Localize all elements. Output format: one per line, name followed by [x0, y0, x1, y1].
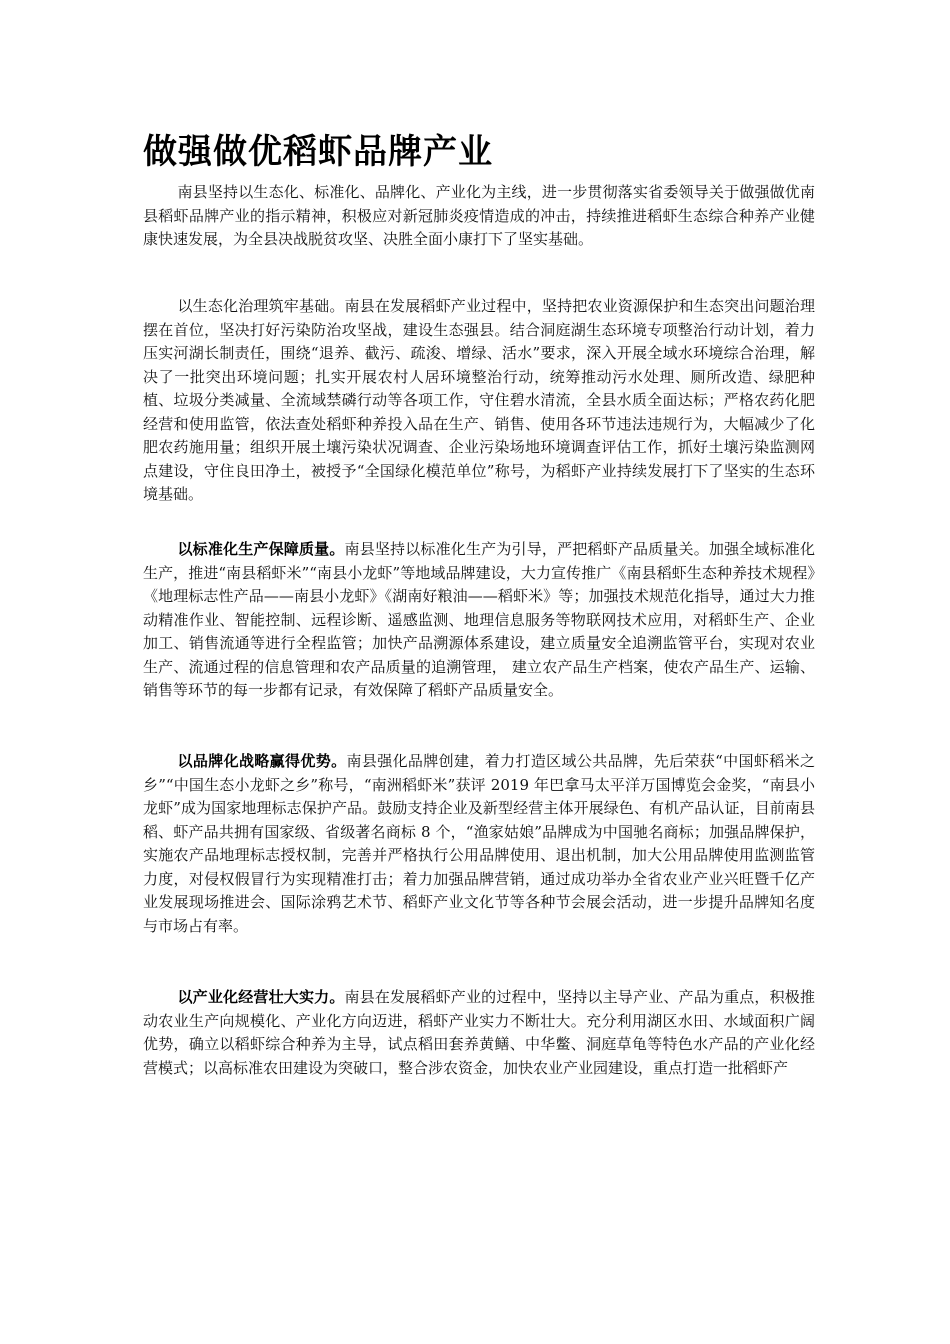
paragraph-ecology [143, 295, 815, 507]
paragraph-lead: 以品牌化战略赢得优势。 [177, 752, 347, 770]
paragraph-text: 南县强化品牌创建，着力打造区域公共品牌，先后荣获“中国虾稻米之乡”“中国生态小龙虾之乡”称号，“南洲稻虾米”获评 2019 年巴拿马太平洋万国博览会金奖，“南县小龙虾”成为国家地理标志保护产品。鼓励支持企业及新型经营主体开展绿色、有机产品认证，目前南县稻、虾产品共拥有国家级、省级著名商标 8 个，“渔家姑娘”品牌成为中国驰名商标；加强品牌保护，实施农产品地理标志授权制，完善并严格执行公用品牌使用、退出机制，加大公用品牌使用监测监管力度，对侵权假冒行为实现精准打击；着力加强品牌营销，通过成功举办全省农业产业兴旺暨千亿产业发展现场推进会、国际涂鸦艺术节、稻虾产业文化节等各种节会展会活动，进一步提升品牌知名度与市场占有率。 [143, 752, 815, 935]
paragraph-branding [143, 750, 815, 938]
paragraph-intro [143, 181, 815, 252]
paragraph-lead: 以标准化生产保障质量。 [177, 540, 345, 558]
paragraph-lead: 以产业化经营壮大实力。 [177, 988, 345, 1006]
paragraph-text: 南县坚持以生态化、标准化、品牌化、产业化为主线，进一步贯彻落实省委领导关于做强做优南县稻虾品牌产业的指示精神，积极应对新冠肺炎疫情造成的冲击，持续推进稻虾生态综合种养产业健康快速发展，为全县决战脱贫攻坚、决胜全面小康打下了坚实基础。 [143, 183, 815, 248]
paragraph-standardization [143, 538, 815, 703]
paragraph-text: 南县坚持以标准化生产为引导，严把稻虾产品质量关。加强全域标准化生产，推进“南县稻虾米”“南县小龙虾”等地域品牌建设，大力宣传推广《南县稻虾生态种养技术规程》《地理标志性产品——南县小龙虾》《湖南好粮油——稻虾米》等；加强技术规范化指导，通过大力推动精准作业、智能控制、远程诊断、遥感监测、地理信息服务等物联网技术应用，对稻虾生产、企业加工、销售流通等进行全程监管；加快产品溯源体系建设，建立质量安全追溯监管平台，实现对农业生产、流通过程的信息管理和农产品质量的追溯管理， 建立农产品生产档案，使农产品生产、运输、销售等环节的每一步都有记录，有效保障了稻虾产品质量安全。 [143, 540, 815, 699]
page-title: 做强做优稻虾品牌产业 [143, 132, 493, 172]
paragraph-text: 以生态化治理筑牢基础。南县在发展稻虾产业过程中，坚持把农业资源保护和生态突出问题治理摆在首位，坚决打好污染防治攻坚战，建设生态强县。结合洞庭湖生态环境专项整治行动计划，着力压实河湖长制责任，围绕“退养、截污、疏浚、增绿、活水”要求，深入开展全域水环境综合治理，解决了一批突出环境问题；扎实开展农村人居环境整治行动，统筹推动污水处理、厕所改造、绿肥种植、垃圾分类减量、全流域禁磷行动等各项工作，守住碧水清流，全县水质全面达标；严格农药化肥经营和使用监管，依法查处稻虾种养投入品在生产、销售、使用各环节违法违规行为，大幅减少了化肥农药施用量；组织开展土壤污染状况调查、企业污染场地环境调查评估工作，抓好土壤污染监测网点建设，守住良田净土，被授予“全国绿化模范单位”称号，为稻虾产业持续发展打下了坚实的生态环境基础。 [143, 297, 815, 503]
paragraph-text: 南县在发展稻虾产业的过程中，坚持以主导产业、产品为重点，积极推动农业生产向规模化、产业化方向迈进，稻虾产业实力不断壮大。充分利用湖区水田、水域面积广阔优势，确立以稻虾综合种养为主导，试点稻田套养黄鳝、中华鳖、洞庭草龟等特色水产品的产业化经营模式；以高标准农田建设为突破口，整合涉农资金，加快农业产业园建设，重点打造一批稻虾产 [143, 988, 815, 1077]
paragraph-industrialization [143, 986, 815, 1080]
